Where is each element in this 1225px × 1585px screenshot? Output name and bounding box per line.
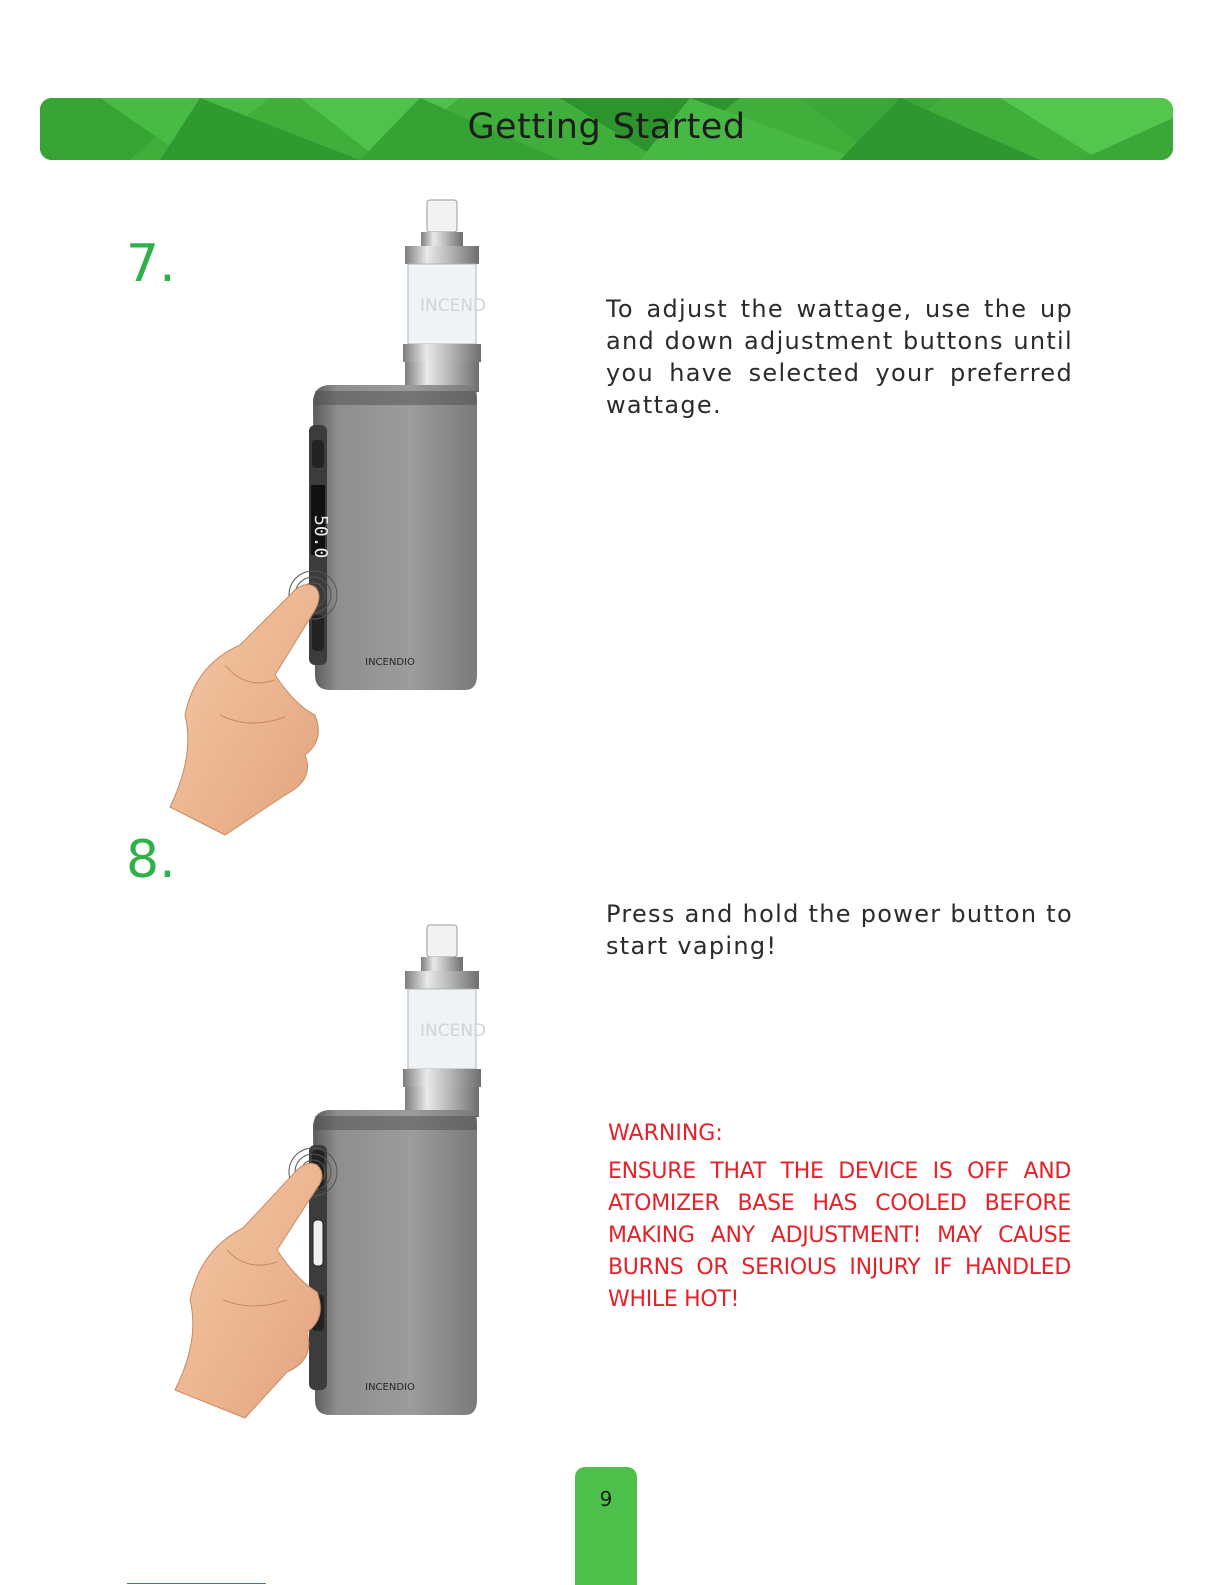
svg-text:50.0: 50.0 bbox=[310, 515, 331, 559]
step-8-device-illustration bbox=[165, 920, 495, 1420]
svg-text:INCEND: INCEND bbox=[420, 296, 487, 316]
warning-body: ENSURE THAT THE DEVICE IS OFF AND ATOMIZER BASE HAS COOLED BEFORE MAKING ANY ADJUSTMENT! MAY CAUSE BURNS OR SERIOUS INJURY IF HANDLED WHILE HOT! bbox=[608, 1159, 1071, 1312]
svg-text:INCENDIO: INCENDIO bbox=[365, 657, 415, 668]
svg-text:INCEND: INCEND bbox=[420, 1021, 487, 1041]
step-7-number: 7. bbox=[126, 234, 176, 294]
warning-block bbox=[608, 1118, 1071, 1316]
step-8-instructions: Press and hold the power button to start vaping! bbox=[606, 900, 1073, 960]
tank-icon bbox=[403, 200, 486, 392]
warning-title: WARNING: bbox=[608, 1121, 723, 1146]
step-7-device-illustration bbox=[165, 195, 495, 840]
page-title: Getting Started bbox=[467, 107, 746, 147]
svg-text:INCENDIO: INCENDIO bbox=[365, 1382, 415, 1393]
mod-body-icon bbox=[309, 385, 477, 690]
footer-rule bbox=[127, 1583, 266, 1584]
step-8-number: 8. bbox=[126, 830, 176, 890]
hand-icon bbox=[170, 585, 319, 835]
tank-icon bbox=[403, 925, 486, 1117]
hand-icon bbox=[175, 1163, 322, 1418]
page-number-tab bbox=[575, 1467, 637, 1585]
header-banner bbox=[40, 98, 1173, 160]
step-7-instructions: To adjust the wattage, use the up and down adjustment buttons until you have selected your preferred wattage. bbox=[606, 295, 1073, 419]
mod-body-icon bbox=[309, 1110, 477, 1415]
page-number: 9 bbox=[599, 1487, 613, 1511]
